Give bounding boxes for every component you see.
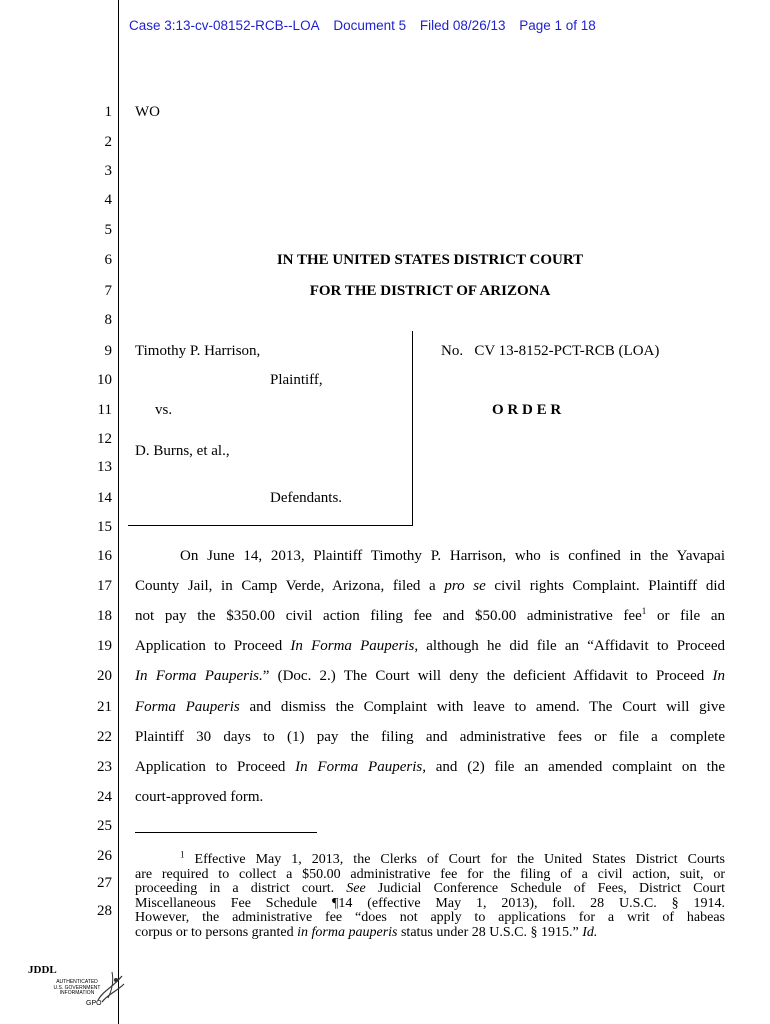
line-number: 12 bbox=[97, 431, 112, 447]
line-number: 5 bbox=[104, 222, 112, 238]
line-number: 24 bbox=[97, 789, 112, 805]
line-number: 7 bbox=[104, 283, 112, 299]
line-number: 4 bbox=[104, 192, 112, 208]
body-line-18: not pay the $350.00 civil action filing fee and $50.00 administrative fee$^1$ or file an bbox=[135, 606, 725, 624]
line-number: 2 bbox=[104, 134, 112, 150]
footnote-line-6: corpus or to persons granted in forma pauperis status under 28 U.S.C. § 1915.” Id. bbox=[135, 924, 598, 940]
filing-header bbox=[129, 18, 606, 33]
line-number: 13 bbox=[97, 459, 112, 475]
court-name: IN THE UNITED STATES DISTRICT COURT bbox=[276, 252, 584, 268]
line-number: 9 bbox=[104, 343, 112, 359]
caption-vertical-rule bbox=[412, 331, 413, 526]
footnote-reference[interactable]: 1 bbox=[641, 606, 647, 616]
line-number: 3 bbox=[104, 163, 112, 179]
left-margin-rule bbox=[118, 0, 119, 1024]
footnote-line-5: However, the administrative fee “does not apply to applications for a writ of habeas bbox=[135, 910, 725, 925]
line-number: 11 bbox=[97, 402, 112, 418]
line-number: 22 bbox=[97, 729, 112, 745]
line-number: 26 bbox=[97, 848, 112, 864]
body-line-21: Forma Pauperis and dismiss the Complaint with leave to amend. The Court will give bbox=[135, 699, 725, 715]
authentication-text: AUTHENTICATED U.S. GOVERNMENT INFORMATION bbox=[53, 979, 101, 996]
page-indicator: Page 1 of 18 bbox=[519, 18, 596, 33]
court-district: FOR THE DISTRICT OF ARIZONA bbox=[309, 283, 551, 299]
footnote-line-4: Miscellaneous Fee Schedule ¶14 (effective May 1, 2013), foll. 28 U.S.C. § 1914. bbox=[135, 895, 725, 911]
filed-date: Filed 08/26/13 bbox=[419, 18, 506, 33]
line-number: 20 bbox=[97, 668, 112, 684]
footnote-line-1: $^1$ Effective May 1, 2013, the Clerks of Court for the United States District Courts bbox=[180, 849, 725, 867]
plaintiff-role: Plaintiff, bbox=[270, 372, 323, 388]
line-number: 6 bbox=[104, 252, 112, 268]
jddl-label: JDDL bbox=[28, 964, 57, 976]
wo-marker: WO bbox=[135, 104, 160, 120]
body-line-19: Application to Proceed In Forma Pauperis, although he did file an “Affidavit to Proceed bbox=[135, 638, 725, 654]
gpo-authentication-logo bbox=[28, 962, 128, 1020]
footnote-line-2: are required to collect a $50.00 administrative fee for the filing of a civil action, suit, or bbox=[135, 866, 725, 882]
line-number: 1 bbox=[104, 104, 112, 120]
footnote-marker: 1 bbox=[180, 849, 185, 860]
line-number: 19 bbox=[97, 638, 112, 654]
defendant-name: D. Burns, et al., bbox=[135, 443, 230, 459]
order-title: O R D E R bbox=[492, 402, 562, 418]
line-number: 15 bbox=[97, 519, 112, 535]
line-number: 23 bbox=[97, 759, 112, 775]
line-number: 8 bbox=[104, 312, 112, 328]
line-number: 16 bbox=[97, 548, 112, 564]
body-line-16: On June 14, 2013, Plaintiff Timothy P. Harrison, who is confined in the Yavapai bbox=[180, 548, 725, 564]
line-number: 14 bbox=[97, 490, 112, 506]
document-number: Document 5 bbox=[333, 18, 407, 33]
footnote-separator bbox=[135, 832, 317, 833]
line-number: 25 bbox=[97, 818, 112, 834]
body-line-24: court-approved form. bbox=[135, 789, 264, 805]
line-number: 28 bbox=[97, 903, 112, 919]
body-line-22: Plaintiff 30 days to (1) pay the filing and administrative fees or file a complete bbox=[135, 729, 725, 745]
line-number: 10 bbox=[97, 372, 112, 388]
body-line-20: In Forma Pauperis.” (Doc. 2.) The Court will deny the deficient Affidavit to Proceed In bbox=[135, 668, 725, 684]
caption-horizontal-rule bbox=[128, 525, 413, 526]
versus: vs. bbox=[155, 402, 173, 418]
body-line-17: County Jail, in Camp Verde, Arizona, filed a pro se civil rights Complaint. Plaintiff did bbox=[135, 578, 726, 594]
line-number: 18 bbox=[97, 608, 112, 624]
case-number-header: Case 3:13-cv-08152-RCB--LOA bbox=[129, 18, 320, 33]
line-number: 27 bbox=[97, 875, 112, 891]
case-number: No. CV 13-8152-PCT-RCB (LOA) bbox=[441, 343, 660, 359]
gpo-label: GPO bbox=[86, 1000, 102, 1007]
line-number: 21 bbox=[97, 699, 112, 715]
plaintiff-name: Timothy P. Harrison, bbox=[135, 343, 261, 359]
body-line-23: Application to Proceed In Forma Pauperis, and (2) file an amended complaint on the bbox=[135, 759, 725, 775]
footnote-line-3: proceeding in a district court. See Judicial Conference Schedule of Fees, District Court bbox=[135, 881, 725, 896]
line-number: 17 bbox=[97, 578, 112, 594]
defendant-role: Defendants. bbox=[270, 490, 343, 506]
